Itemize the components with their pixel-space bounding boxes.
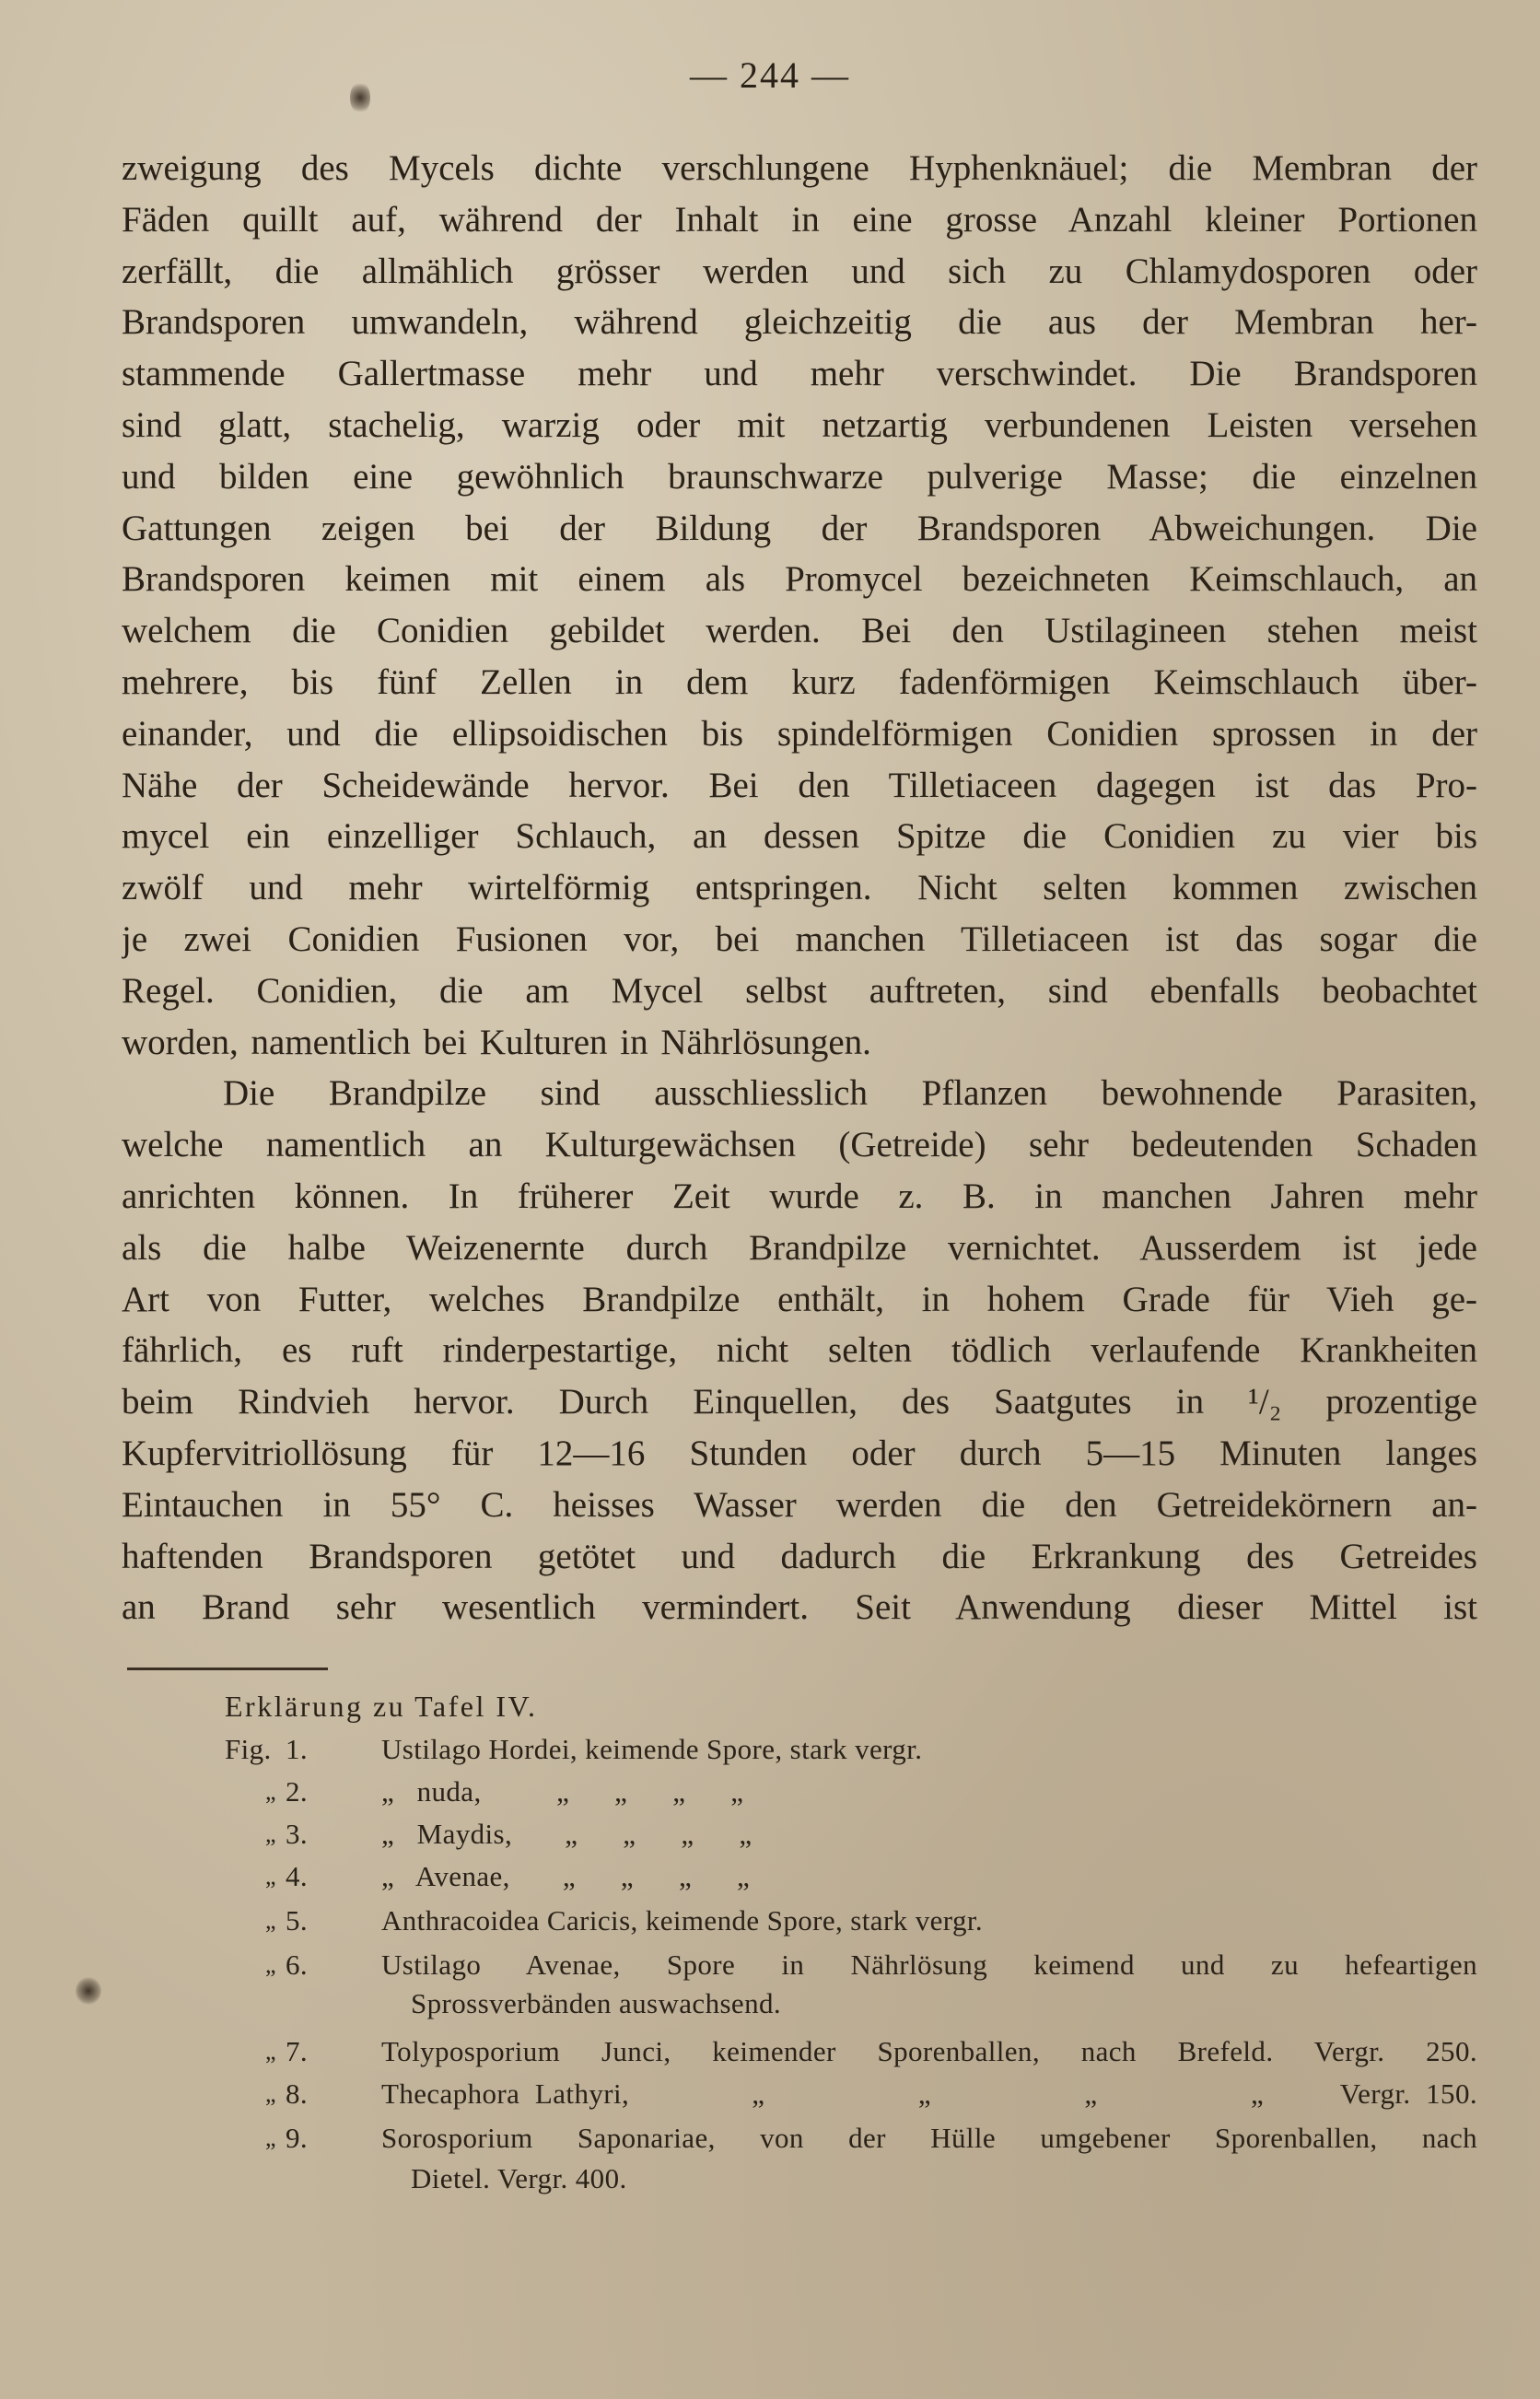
text-line: je zwei Conidien Fusionen vor, bei manchen Tilletiaceen ist das sogar die bbox=[122, 919, 1477, 959]
text-line: fährlich, es ruft rinderpestartige, nicht selten tödlich verlaufende Krankheiten bbox=[122, 1330, 1477, 1371]
figure-number: 4. bbox=[286, 1860, 309, 1892]
text-line: einander, und die ellipsoidischen bis spindelförmigen Conidien sprossen in der bbox=[122, 713, 1477, 754]
text-line: als die halbe Weizenernte durch Brandpilze vernichtet. Ausserdem ist jede bbox=[122, 1227, 1477, 1268]
figure-caption: Ustilago Avenae, Spore in Nährlösung keimend und zu hefeartigen bbox=[381, 1948, 1477, 1981]
body-text bbox=[122, 143, 1477, 1633]
text-line: zweigung des Mycels dichte verschlungene Hyphenknäuel; die Membran der bbox=[122, 148, 1477, 188]
text-line: Kupfervitriollösung für 12—16 Stunden oder durch 5—15 Minuten langes bbox=[122, 1433, 1477, 1473]
figure-entry bbox=[225, 1813, 1477, 1855]
figure-entry-continuation bbox=[225, 1983, 1477, 2025]
text-line: anrichten können. In früherer Zeit wurde z. B. in manchen Jahren mehr bbox=[122, 1176, 1477, 1216]
figure-caption: Anthracoidea Caricis, keimende Spore, stark vergr. bbox=[381, 1904, 984, 1937]
page-number: — 244 — bbox=[690, 54, 850, 96]
text-line: Nähe der Scheidewände hervor. Bei den Tilletiaceen dagegen ist das Pro- bbox=[122, 765, 1477, 805]
fig-label: Fig. bbox=[225, 1733, 272, 1765]
text-line: welchem die Conidien gebildet werden. Bei den Ustilagineen stehen meist bbox=[122, 611, 1477, 651]
figure-number: 7. bbox=[286, 2035, 309, 2067]
figure-caption: „ Maydis, „ „ „ „ bbox=[381, 1818, 752, 1850]
figure-caption-continuation: Sprossverbänden auswachsend. bbox=[411, 1987, 782, 2019]
figure-entry bbox=[225, 1855, 1477, 1898]
text-line: welche namentlich an Kulturgewächsen (Getreide) sehr bedeutenden Schaden bbox=[122, 1125, 1477, 1165]
ditto-mark: „ bbox=[265, 1907, 276, 1934]
text-line: an Brand sehr wesentlich vermindert. Seit Anwendung dieser Mittel ist bbox=[122, 1587, 1477, 1628]
ditto-mark: „ bbox=[265, 1951, 276, 1978]
figure-number: 5. bbox=[286, 1904, 309, 1937]
figure-entry-continuation bbox=[225, 2158, 1477, 2200]
figure-caption: „ nuda, „ „ „ „ bbox=[381, 1775, 744, 1808]
figure-number: 3. bbox=[286, 1818, 309, 1850]
text-line: zerfällt, die allmählich grösser werden und sich zu Chlamydosporen oder bbox=[122, 251, 1477, 291]
text-line: sind glatt, stachelig, warzig oder mit netzartig verbundenen Leisten versehen bbox=[122, 404, 1477, 445]
text-line: und bilden eine gewöhnlich braunschwarze pulverige Masse; die einzelnen bbox=[122, 456, 1477, 497]
figure-caption: Thecaphora Lathyri, „ „ „ „ Vergr. 150. bbox=[381, 2077, 1477, 2110]
text-line: beim Rindvieh hervor. Durch Einquellen, des Saatgutes in ¹/₂ prozentige bbox=[122, 1382, 1477, 1422]
figure-entry bbox=[225, 2117, 1477, 2159]
figure-entry bbox=[225, 1728, 1477, 1771]
figure-entry bbox=[225, 1944, 1477, 1986]
text-line: haftenden Brandsporen getötet und dadurch die Erkrankung des Getreides bbox=[122, 1536, 1477, 1576]
text-line: Brandsporen umwandeln, während gleichzeitig die aus der Membran her- bbox=[122, 302, 1477, 343]
text-line: mycel ein einzelliger Schlauch, an dessen Spitze die Conidien zu vier bis bbox=[122, 816, 1477, 857]
text-line: Gattungen zeigen bei der Bildung der Brandsporen Abweichungen. Die bbox=[122, 508, 1477, 548]
figure-number: 6. bbox=[286, 1948, 309, 1981]
text-line: worden, namentlich bei Kulturen in Nährlösungen. bbox=[122, 1022, 871, 1062]
figure-caption-continuation: Dietel. Vergr. 400. bbox=[411, 2162, 627, 2194]
ditto-mark: „ bbox=[265, 2038, 276, 2065]
ditto-mark: „ bbox=[265, 1863, 276, 1890]
figure-entry bbox=[225, 2073, 1477, 2115]
figure-caption: „ Avenae, „ „ „ „ bbox=[381, 1860, 751, 1892]
text-line: Eintauchen in 55° C. heisses Wasser werden die den Getreidekörnern an- bbox=[122, 1484, 1477, 1525]
text-line: Regel. Conidien, die am Mycel selbst auftreten, sind ebenfalls beobachtet bbox=[122, 970, 1477, 1011]
figure-entry bbox=[225, 2030, 1477, 2073]
text-line: zwölf und mehr wirtelförmig entspringen. Nicht selten kommen zwischen bbox=[122, 868, 1477, 908]
figure-number: 2. bbox=[286, 1775, 309, 1808]
ditto-mark: „ bbox=[265, 2080, 276, 2107]
figure-caption: Tolyposporium Junci, keimender Sporenballen, nach Brefeld. Vergr. 250. bbox=[381, 2035, 1477, 2067]
figure-number: 8. bbox=[286, 2077, 309, 2110]
text-line: mehrere, bis fünf Zellen in dem kurz fadenförmigen Keimschlauch über- bbox=[122, 661, 1477, 702]
figure-entry bbox=[225, 1771, 1477, 1813]
text-line: Fäden quillt auf, während der Inhalt in eine grosse Anzahl kleiner Portionen bbox=[122, 199, 1477, 240]
text-line: Die Brandpilze sind ausschliesslich Pflanzen bewohnende Parasiten, bbox=[223, 1073, 1477, 1114]
ink-smudge bbox=[76, 1977, 101, 2005]
ditto-mark: „ bbox=[265, 1820, 276, 1847]
text-line: Brandsporen keimen mit einem als Promycel bezeichneten Keimschlauch, an bbox=[122, 559, 1477, 600]
figure-number: 1. bbox=[286, 1733, 309, 1765]
text-line: stammende Gallertmasse mehr und mehr verschwindet. Die Brandsporen bbox=[122, 354, 1477, 394]
footnote-heading: Erklärung zu Tafel IV. bbox=[225, 1690, 538, 1723]
text-line: Art von Futter, welches Brandpilze enthält, in hohem Grade für Vieh ge- bbox=[122, 1279, 1477, 1319]
ditto-mark: „ bbox=[265, 2124, 276, 2151]
figure-entry bbox=[225, 1900, 1477, 1942]
figure-caption: Ustilago Hordei, keimende Spore, stark vergr. bbox=[381, 1733, 923, 1765]
figure-number: 9. bbox=[286, 2122, 309, 2154]
ditto-mark: „ bbox=[265, 1778, 276, 1805]
figure-caption: Sorosporium Saponariae, von der Hülle umgebener Sporenballen, nach bbox=[381, 2122, 1477, 2154]
footnote-divider bbox=[127, 1668, 328, 1670]
